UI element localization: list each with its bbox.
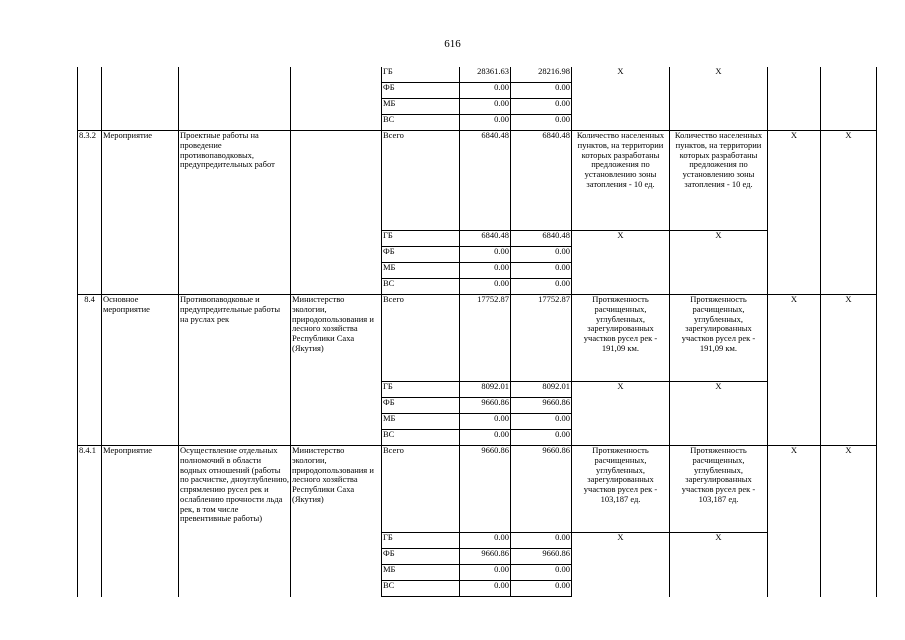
indicator-cell: Протяженность расчищенных, углубленных, зарегулированных участков русел рек - 103,187 ед. <box>572 446 670 533</box>
funding-source: ГБ <box>382 382 460 398</box>
funding-source: ВС <box>382 430 460 446</box>
indicator-cell: Протяженность расчищенных, углубленных, зарегулированных участков русел рек - 103,187 ед. <box>670 446 768 533</box>
item-name: Противопаводковые и предупредительные работы на руслах рек <box>179 295 291 446</box>
item-executor: Министерство экологии, природопользования и лесного хозяйства Республики Саха (Якутия) <box>291 446 382 597</box>
item-executor: Министерство экологии, природопользования и лесного хозяйства Республики Саха (Якутия) <box>291 295 382 446</box>
value-cell: 0.00 <box>460 581 511 597</box>
value-cell: 28361.63 <box>460 67 511 83</box>
x-mark: Х <box>821 131 877 295</box>
funding-source: ФБ <box>382 247 460 263</box>
value-cell: 9660.86 <box>460 446 511 533</box>
item-type: Мероприятие <box>102 446 179 597</box>
x-mark: Х <box>768 131 821 295</box>
item-type: Мероприятие <box>102 131 179 295</box>
x-mark: Х <box>572 67 670 131</box>
x-mark: Х <box>821 446 877 597</box>
value-cell: 0.00 <box>511 565 572 581</box>
value-cell: 8092.01 <box>460 382 511 398</box>
value-cell: 0.00 <box>460 247 511 263</box>
value-cell: 0.00 <box>511 414 572 430</box>
item-name: Осуществление отдельных полномочий в области водных отношений (работы по расчистке, дноуглублению, спрямлению русел рек и ослаблению прочности льда рек, в том числе превентивные работы) <box>179 446 291 597</box>
value-cell: 28216.98 <box>511 67 572 83</box>
funding-source: МБ <box>382 565 460 581</box>
value-cell: 9660.86 <box>511 446 572 533</box>
value-cell: 0.00 <box>460 414 511 430</box>
value-cell: 6840.48 <box>511 231 572 247</box>
indicator-cell: Количество населенных пунктов, на территории которых разработаны предложения по установлению зоны затопления - 10 ед. <box>670 131 768 231</box>
funding-source: ВС <box>382 581 460 597</box>
value-cell: 0.00 <box>460 263 511 279</box>
item-code: 8.3.2 <box>78 131 102 295</box>
funding-source: МБ <box>382 414 460 430</box>
value-cell: 9660.86 <box>460 549 511 565</box>
funding-source: ГБ <box>382 533 460 549</box>
value-cell: 0.00 <box>511 247 572 263</box>
program-table <box>77 67 877 597</box>
funding-source: ГБ <box>382 67 460 83</box>
x-mark: Х <box>670 231 768 295</box>
item-code: 8.4 <box>78 295 102 446</box>
x-mark: Х <box>670 533 768 597</box>
value-cell: 8092.01 <box>511 382 572 398</box>
table-row <box>78 67 877 83</box>
funding-source: Всего <box>382 295 460 382</box>
indicator-cell: Протяженность расчищенных, углубленных, зарегулированных участков русел рек - 191,09 км. <box>572 295 670 382</box>
value-cell: 0.00 <box>460 83 511 99</box>
funding-source: ВС <box>382 115 460 131</box>
funding-source: ГБ <box>382 231 460 247</box>
funding-source: МБ <box>382 99 460 115</box>
value-cell: 0.00 <box>460 565 511 581</box>
value-cell: 0.00 <box>511 581 572 597</box>
x-mark: Х <box>572 533 670 597</box>
funding-source: ФБ <box>382 549 460 565</box>
value-cell: 9660.86 <box>511 549 572 565</box>
value-cell: 6840.48 <box>460 131 511 231</box>
value-cell: 9660.86 <box>511 398 572 414</box>
table-row <box>78 446 877 533</box>
funding-source: ФБ <box>382 83 460 99</box>
value-cell: 0.00 <box>511 99 572 115</box>
x-mark: Х <box>821 295 877 446</box>
value-cell: 17752.87 <box>511 295 572 382</box>
value-cell: 9660.86 <box>460 398 511 414</box>
x-mark: Х <box>670 67 768 131</box>
value-cell: 0.00 <box>511 263 572 279</box>
item-type: Основное мероприятие <box>102 295 179 446</box>
x-mark: Х <box>670 382 768 446</box>
value-cell: 0.00 <box>511 83 572 99</box>
value-cell: 6840.48 <box>460 231 511 247</box>
value-cell: 0.00 <box>511 115 572 131</box>
funding-source: ФБ <box>382 398 460 414</box>
value-cell: 0.00 <box>511 533 572 549</box>
value-cell: 6840.48 <box>511 131 572 231</box>
page-number: 616 <box>444 38 461 50</box>
x-mark: Х <box>768 295 821 446</box>
value-cell: 17752.87 <box>460 295 511 382</box>
table-row <box>78 295 877 382</box>
funding-source: ВС <box>382 279 460 295</box>
value-cell: 0.00 <box>460 115 511 131</box>
indicator-cell: Протяженность расчищенных, углубленных, зарегулированных участков русел рек - 191,09 км. <box>670 295 768 382</box>
funding-source: Всего <box>382 446 460 533</box>
funding-source: МБ <box>382 263 460 279</box>
value-cell: 0.00 <box>511 279 572 295</box>
item-code: 8.4.1 <box>78 446 102 597</box>
value-cell: 0.00 <box>460 99 511 115</box>
indicator-cell: Количество населенных пунктов, на территории которых разработаны предложения по установлению зоны затопления - 10 ед. <box>572 131 670 231</box>
value-cell: 0.00 <box>460 533 511 549</box>
value-cell: 0.00 <box>460 430 511 446</box>
x-mark: Х <box>572 382 670 446</box>
table-row <box>78 131 877 231</box>
value-cell: 0.00 <box>460 279 511 295</box>
x-mark: Х <box>572 231 670 295</box>
item-name: Проектные работы на проведение противопаводковых, предупредительных работ <box>179 131 291 295</box>
x-mark: Х <box>768 446 821 597</box>
funding-source: Всего <box>382 131 460 231</box>
value-cell: 0.00 <box>511 430 572 446</box>
